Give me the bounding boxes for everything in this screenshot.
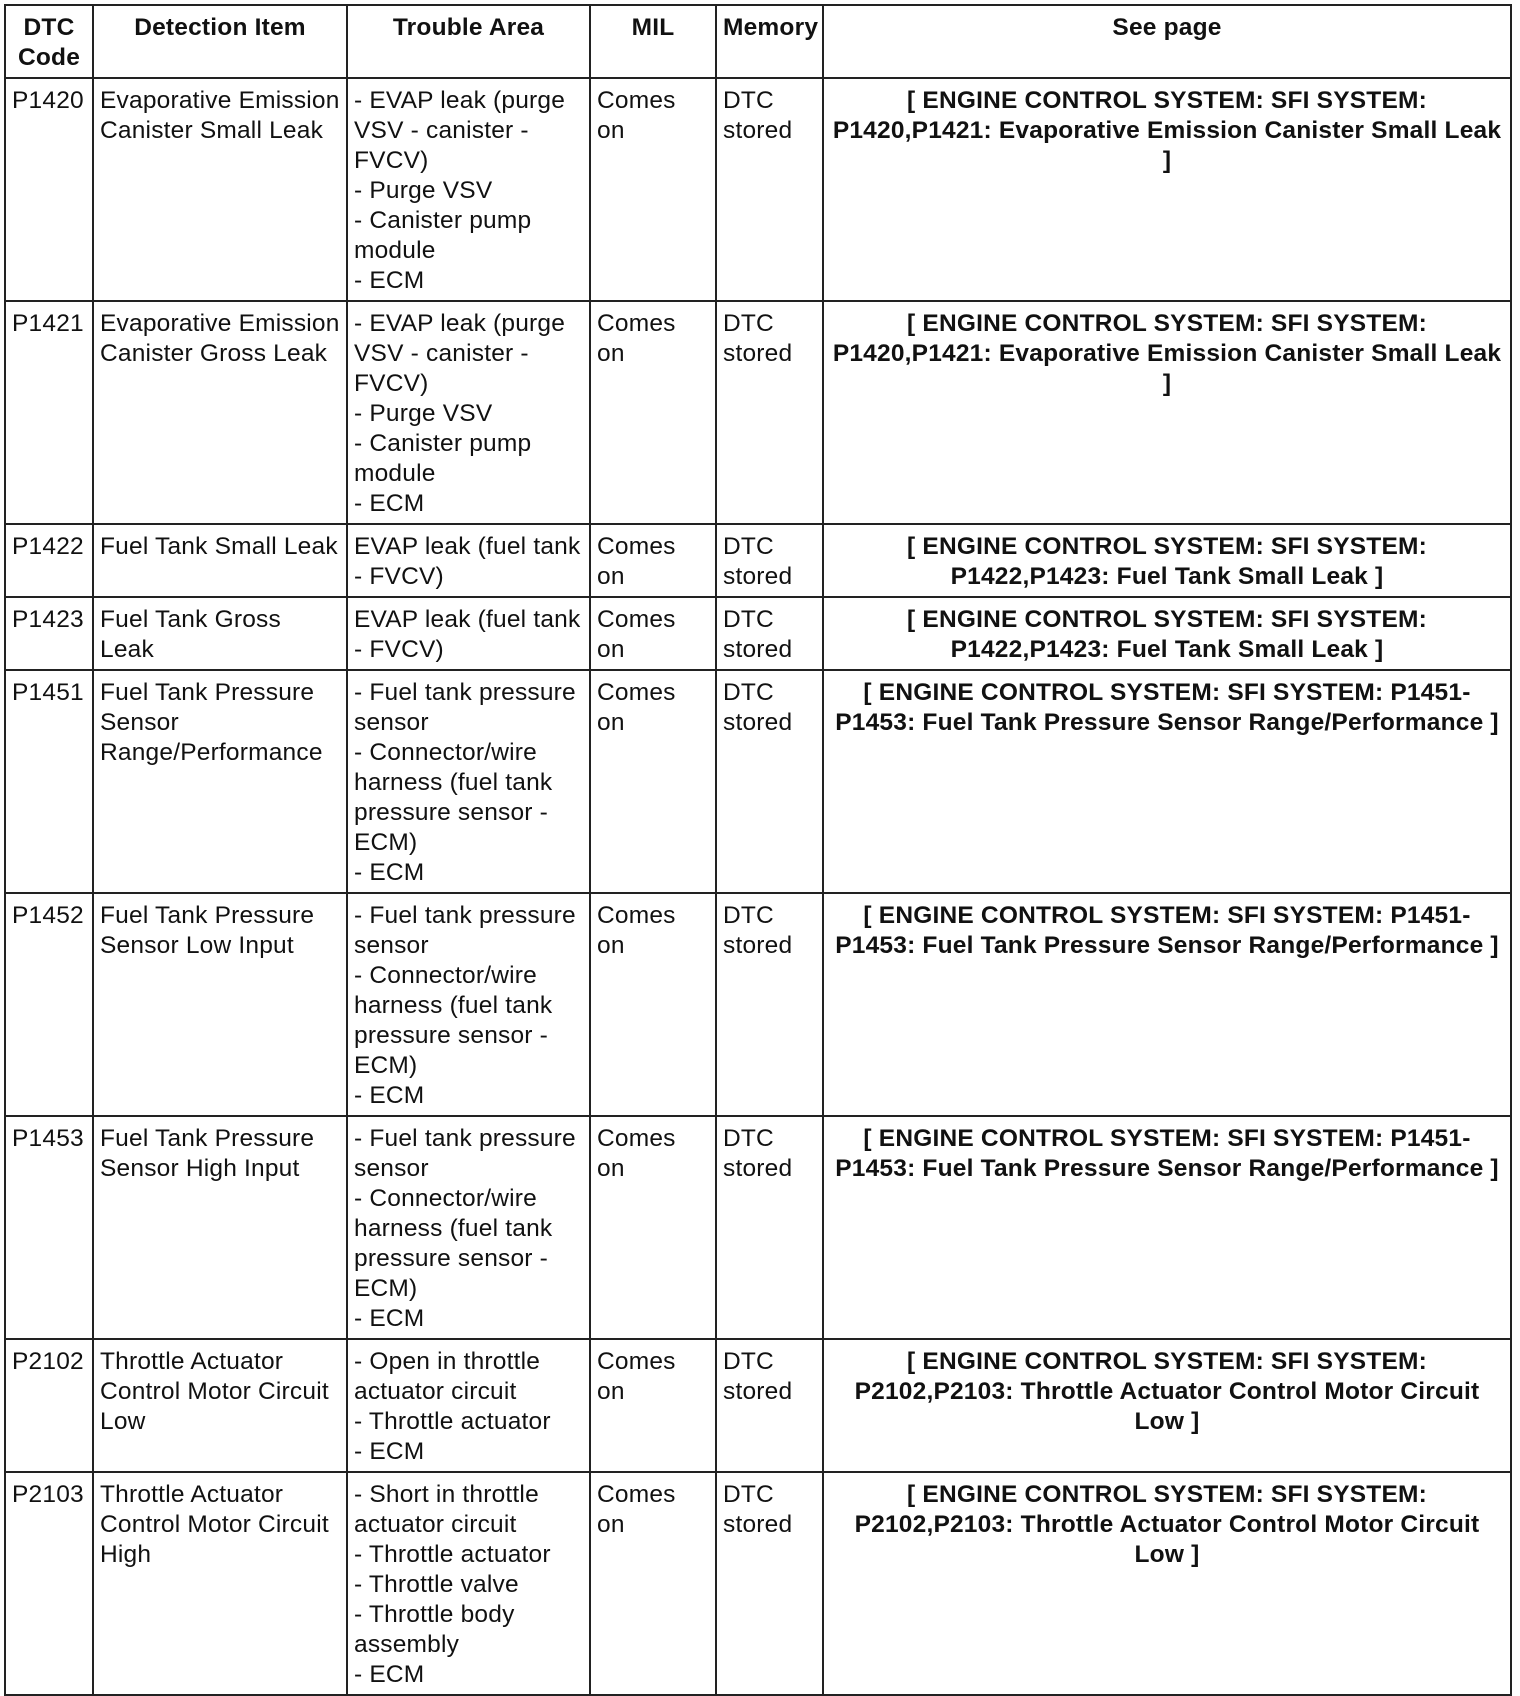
detection-item-cell: Evaporative Emission Canister Small Leak xyxy=(93,78,347,301)
trouble-area-line: - EVAP leak (purge VSV - canister - FVCV) xyxy=(354,310,566,397)
trouble-area-line: - EVAP leak (purge VSV - canister - FVCV) xyxy=(354,87,566,174)
trouble-area-line: - Throttle actuator xyxy=(354,1408,551,1435)
trouble-area-line: - Connector/wire harness (fuel tank pressure sensor - ECM) xyxy=(354,962,553,1079)
memory-cell: DTC stored xyxy=(716,893,823,1116)
trouble-area-line: - Fuel tank pressure sensor xyxy=(354,902,576,959)
see-page-cell: [ ENGINE CONTROL SYSTEM: SFI SYSTEM: P1422,P1423: Fuel Tank Small Leak ] xyxy=(823,597,1511,670)
see-page-cell: [ ENGINE CONTROL SYSTEM: SFI SYSTEM: P2102,P2103: Throttle Actuator Control Motor Circuit Low ] xyxy=(823,1472,1511,1695)
table-row xyxy=(5,893,1511,1116)
trouble-area-cell xyxy=(347,1472,590,1695)
memory-cell: DTC stored xyxy=(716,1116,823,1339)
trouble-area-line: - Fuel tank pressure sensor xyxy=(354,1125,576,1182)
detection-item-cell: Evaporative Emission Canister Gross Leak xyxy=(93,301,347,524)
memory-cell: DTC stored xyxy=(716,670,823,893)
header-detection-item: Detection Item xyxy=(93,5,347,78)
see-page-cell: [ ENGINE CONTROL SYSTEM: SFI SYSTEM: P1451-P1453: Fuel Tank Pressure Sensor Range/Performance ] xyxy=(823,1116,1511,1339)
dtc-code-cell: P1423 xyxy=(5,597,93,670)
trouble-area-line: - Connector/wire harness (fuel tank pressure sensor - ECM) xyxy=(354,739,553,856)
see-page-cell: [ ENGINE CONTROL SYSTEM: SFI SYSTEM: P1420,P1421: Evaporative Emission Canister Small Leak ] xyxy=(823,78,1511,301)
header-row xyxy=(5,5,1511,78)
dtc-code-cell: P1453 xyxy=(5,1116,93,1339)
trouble-area-line: - ECM xyxy=(354,267,425,294)
header-see-page: See page xyxy=(823,5,1511,78)
dtc-code-cell: P1451 xyxy=(5,670,93,893)
trouble-area-cell xyxy=(347,301,590,524)
trouble-area-line: - Connector/wire harness (fuel tank pressure sensor - ECM) xyxy=(354,1185,553,1302)
trouble-area-cell xyxy=(347,597,590,670)
trouble-area-cell xyxy=(347,1339,590,1472)
dtc-code-cell: P1421 xyxy=(5,301,93,524)
trouble-area-line: - Canister pump module xyxy=(354,207,532,264)
header-dtc-code: DTC Code xyxy=(5,5,93,78)
memory-cell: DTC stored xyxy=(716,78,823,301)
trouble-area-line: - Purge VSV xyxy=(354,177,493,204)
table-row xyxy=(5,524,1511,597)
table-row xyxy=(5,597,1511,670)
memory-cell: DTC stored xyxy=(716,597,823,670)
see-page-cell: [ ENGINE CONTROL SYSTEM: SFI SYSTEM: P1451-P1453: Fuel Tank Pressure Sensor Range/Performance ] xyxy=(823,893,1511,1116)
mil-cell: Comes on xyxy=(590,1472,716,1695)
dtc-code-cell: P1452 xyxy=(5,893,93,1116)
table-body xyxy=(5,78,1511,1695)
trouble-area-line: - ECM xyxy=(354,1082,425,1109)
mil-cell: Comes on xyxy=(590,1339,716,1472)
dtc-code-cell: P2102 xyxy=(5,1339,93,1472)
table-row xyxy=(5,670,1511,893)
trouble-area-line: - ECM xyxy=(354,1438,425,1465)
detection-item-cell: Fuel Tank Pressure Sensor Low Input xyxy=(93,893,347,1116)
memory-cell: DTC stored xyxy=(716,1339,823,1472)
trouble-area-line: EVAP leak (fuel tank - FVCV) xyxy=(354,533,581,590)
memory-cell: DTC stored xyxy=(716,524,823,597)
trouble-area-line: - ECM xyxy=(354,490,425,517)
mil-cell: Comes on xyxy=(590,1116,716,1339)
trouble-area-cell xyxy=(347,670,590,893)
see-page-cell: [ ENGINE CONTROL SYSTEM: SFI SYSTEM: P2102,P2103: Throttle Actuator Control Motor Circuit Low ] xyxy=(823,1339,1511,1472)
header-memory: Memory xyxy=(716,5,823,78)
dtc-code-cell: P2103 xyxy=(5,1472,93,1695)
table-row xyxy=(5,1116,1511,1339)
trouble-area-line: - Throttle actuator xyxy=(354,1541,551,1568)
detection-item-cell: Fuel Tank Pressure Sensor Range/Performance xyxy=(93,670,347,893)
trouble-area-line: - ECM xyxy=(354,859,425,886)
trouble-area-cell xyxy=(347,1116,590,1339)
memory-cell: DTC stored xyxy=(716,301,823,524)
see-page-cell: [ ENGINE CONTROL SYSTEM: SFI SYSTEM: P1422,P1423: Fuel Tank Small Leak ] xyxy=(823,524,1511,597)
table-row xyxy=(5,301,1511,524)
trouble-area-line: - ECM xyxy=(354,1661,425,1688)
trouble-area-line: - Canister pump module xyxy=(354,430,532,487)
memory-cell: DTC stored xyxy=(716,1472,823,1695)
trouble-area-line: - Throttle valve xyxy=(354,1571,519,1598)
see-page-cell: [ ENGINE CONTROL SYSTEM: SFI SYSTEM: P1420,P1421: Evaporative Emission Canister Small Leak ] xyxy=(823,301,1511,524)
trouble-area-line: - Open in throttle actuator circuit xyxy=(354,1348,541,1405)
mil-cell: Comes on xyxy=(590,78,716,301)
header-trouble-area: Trouble Area xyxy=(347,5,590,78)
table-row xyxy=(5,78,1511,301)
mil-cell: Comes on xyxy=(590,524,716,597)
dtc-code-cell: P1422 xyxy=(5,524,93,597)
detection-item-cell: Fuel Tank Pressure Sensor High Input xyxy=(93,1116,347,1339)
header-mil: MIL xyxy=(590,5,716,78)
mil-cell: Comes on xyxy=(590,670,716,893)
trouble-area-cell xyxy=(347,524,590,597)
see-page-cell: [ ENGINE CONTROL SYSTEM: SFI SYSTEM: P1451-P1453: Fuel Tank Pressure Sensor Range/Performance ] xyxy=(823,670,1511,893)
trouble-area-line: - Purge VSV xyxy=(354,400,493,427)
mil-cell: Comes on xyxy=(590,893,716,1116)
trouble-area-line: EVAP leak (fuel tank - FVCV) xyxy=(354,606,581,663)
trouble-area-line: - ECM xyxy=(354,1305,425,1332)
trouble-area-cell xyxy=(347,78,590,301)
dtc-table xyxy=(4,4,1512,1696)
table-row xyxy=(5,1472,1511,1695)
detection-item-cell: Fuel Tank Small Leak xyxy=(93,524,347,597)
table-row xyxy=(5,1339,1511,1472)
detection-item-cell: Throttle Actuator Control Motor Circuit Low xyxy=(93,1339,347,1472)
trouble-area-cell xyxy=(347,893,590,1116)
detection-item-cell: Fuel Tank Gross Leak xyxy=(93,597,347,670)
trouble-area-line: - Throttle body assembly xyxy=(354,1601,515,1658)
trouble-area-line: - Fuel tank pressure sensor xyxy=(354,679,576,736)
trouble-area-line: - Short in throttle actuator circuit xyxy=(354,1481,539,1538)
mil-cell: Comes on xyxy=(590,597,716,670)
detection-item-cell: Throttle Actuator Control Motor Circuit High xyxy=(93,1472,347,1695)
dtc-code-cell: P1420 xyxy=(5,78,93,301)
mil-cell: Comes on xyxy=(590,301,716,524)
